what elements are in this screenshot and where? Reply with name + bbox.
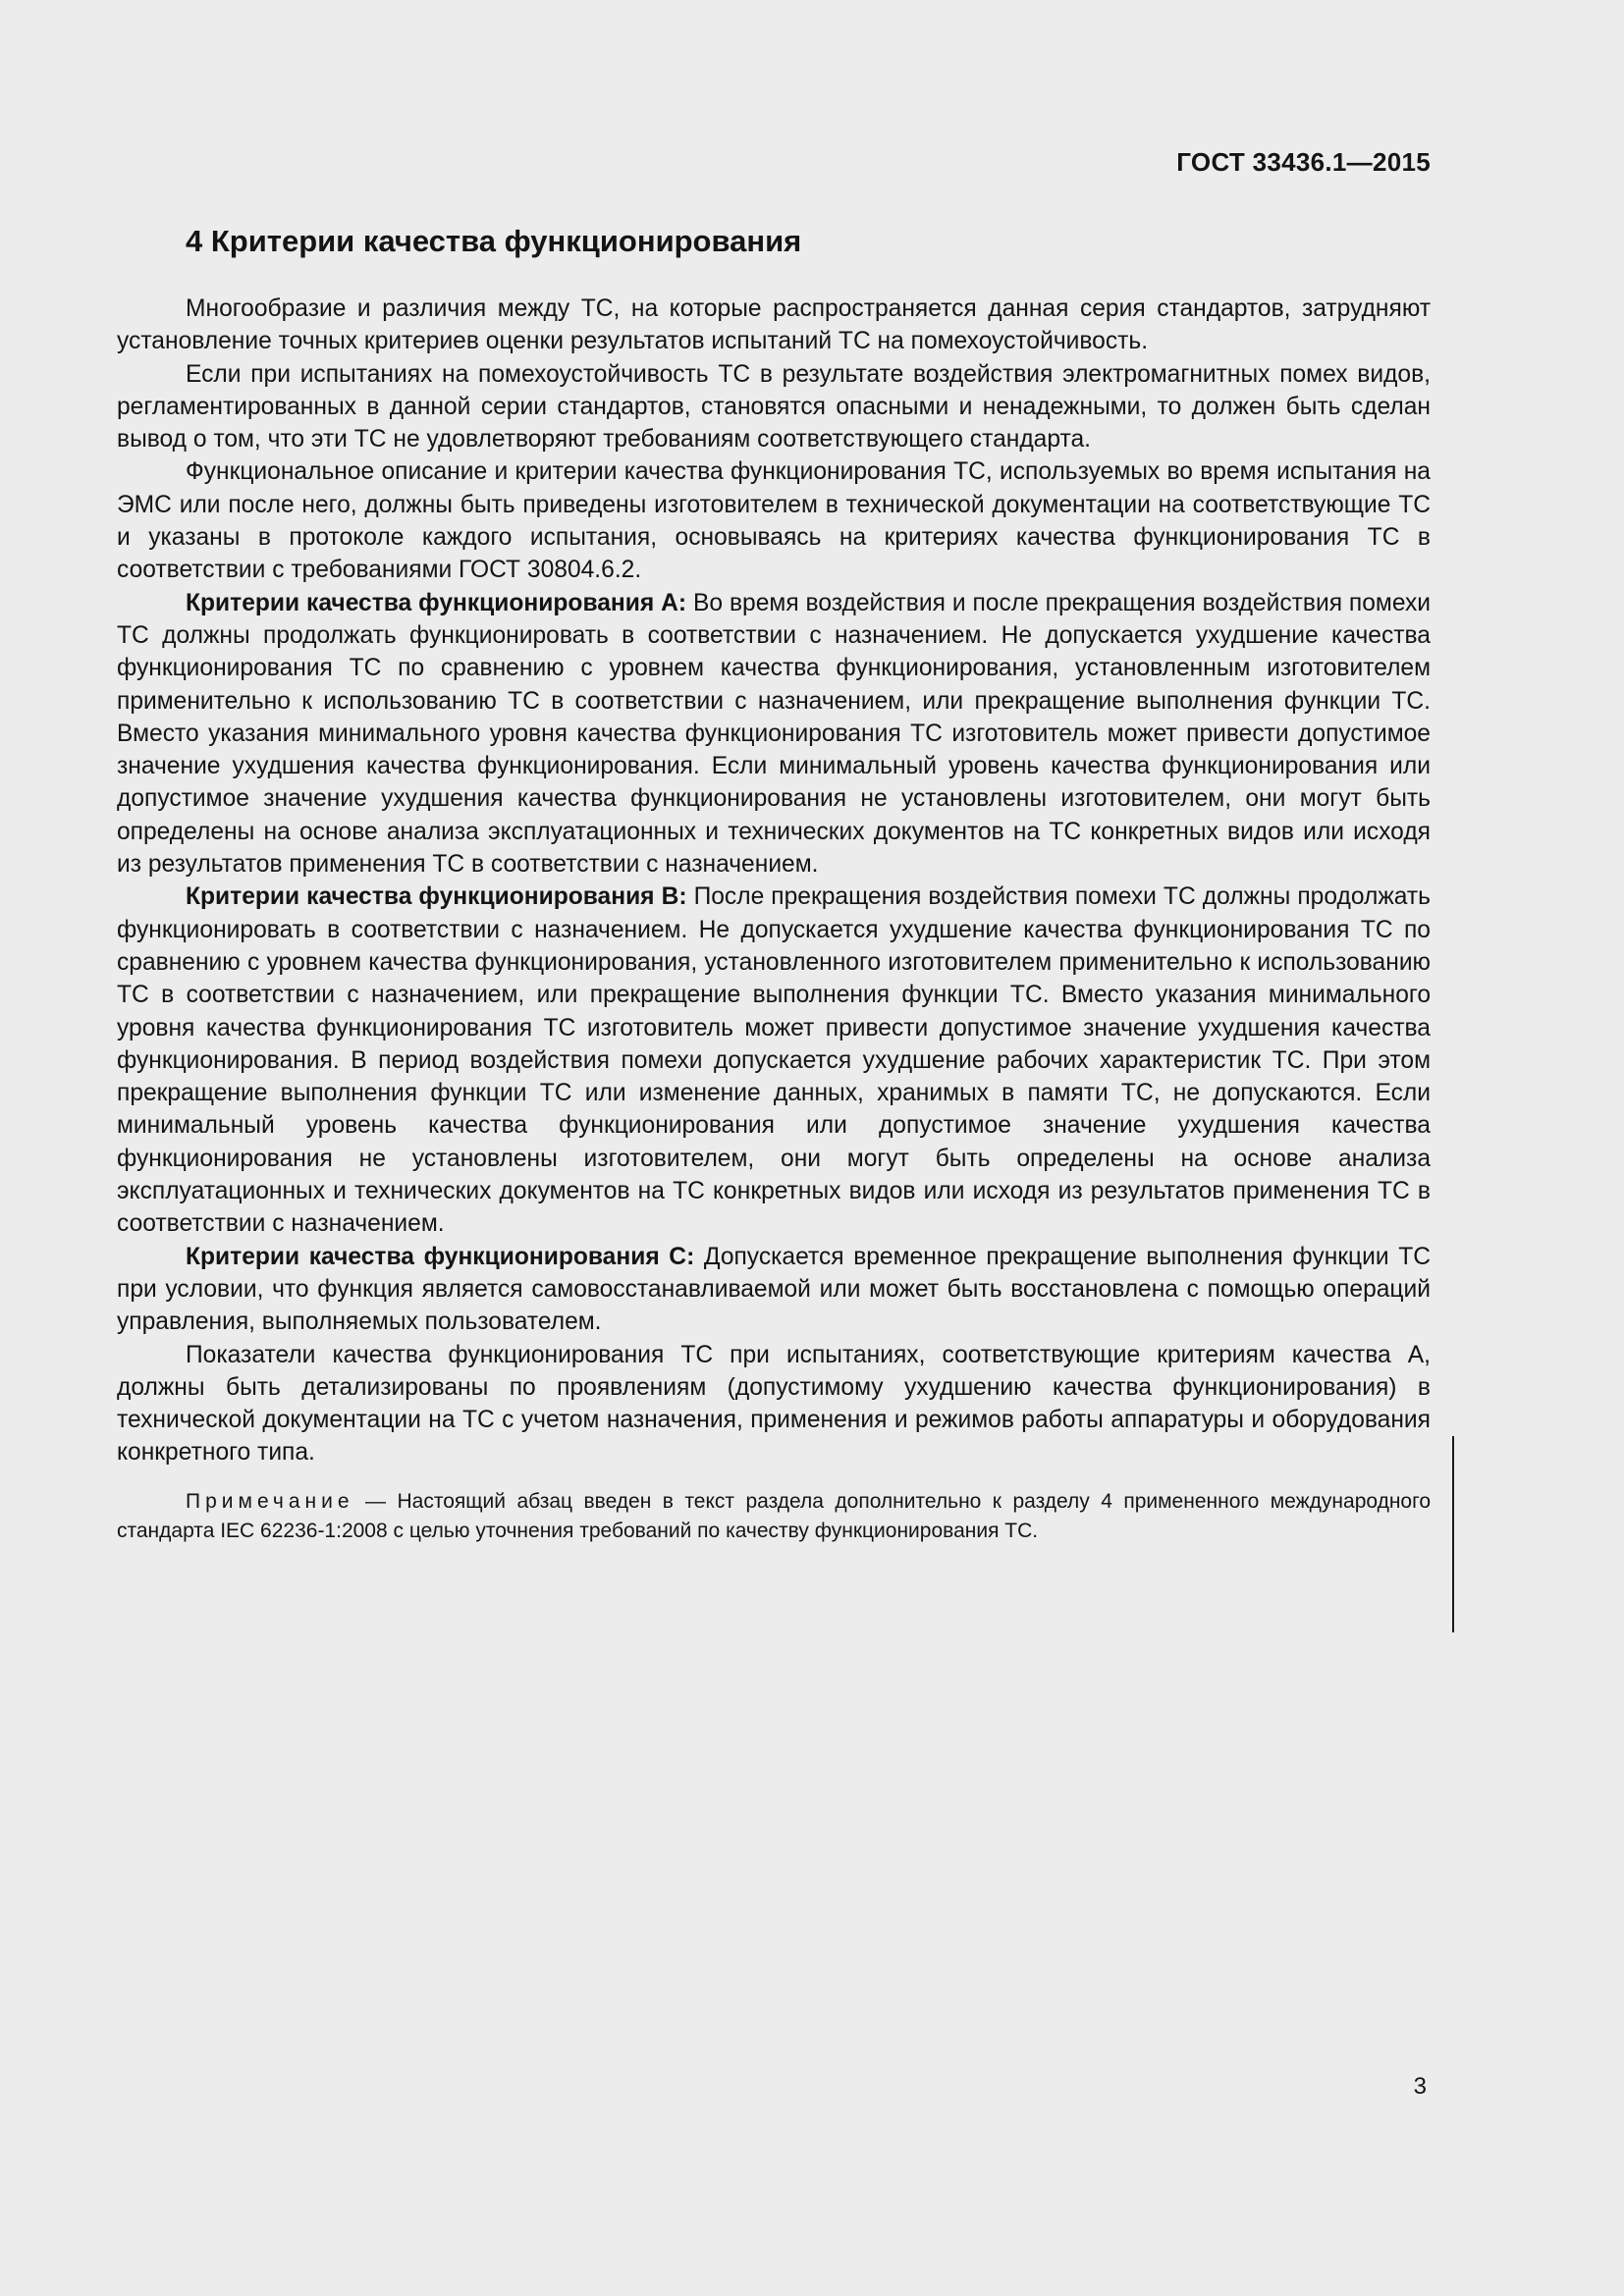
note-paragraph xyxy=(117,1487,1431,1546)
criterion-b-label: Критерии качества функционирования В: xyxy=(186,883,687,911)
criterion-c-text: Допускается временное прекращение выполнения функции ТС при условии, что функция является самовосстанавливаемой или может быть восстановлена с помощью операций управления, выполняемых пользователем. xyxy=(117,1243,1431,1336)
criterion-b-paragraph xyxy=(117,881,1431,1240)
note-text: — Настоящий абзац введен в текст раздела дополнительно к разделу 4 примененного международного стандарта IEC 62236-1:2008 с целью уточнения требований по качеству функционирования ТС. xyxy=(117,1489,1431,1542)
functional-description-paragraph: Функциональное описание и критерии качества функционирования ТС, используемых во время испытания на ЭМС или после него, должны быть приведены изготовителем в технической документации на соответствующие ТС и указаны в протоколе каждого испытания, основываясь на критериях качества функционирования ТС в соответствии с требованиями ГОСТ 30804.6.2. xyxy=(117,458,1431,584)
criterion-a-label: Критерии качества функционирования А: xyxy=(186,589,687,616)
criterion-a-text: Во время воздействия и после прекращения воздействия помехи ТС должны продолжать функционировать в соответствии с назначением. Не допускается ухудшение качества функционирования ТС по сравнению с уровнем качества функционирования, установленным изготовителем применительно к использованию ТС в соответствии с назначением, или прекращение выполнения функции ТС. Вместо указания минимального уровня качества функционирования ТС изготовитель может привести допустимое значение ухудшения качества функционирования. Если минимальный уровень качества функционирования или допустимое значение ухудшения качества функционирования не установлены изготовителем, они могут быть определены на основе анализа эксплуатационных и технических документов на ТС конкретных видов или исходя из результатов применения ТС в соответствии с назначением. xyxy=(117,589,1431,879)
criterion-a-paragraph xyxy=(117,587,1431,881)
indicators-paragraph: Показатели качества функционирования ТС при испытаниях, соответствующие критериям качества А, должны быть детализированы по проявлениям (допустимому ухудшению качества функционирования) в технической документации на ТС с учетом назначения, применения и режимов работы аппаратуры и оборудования конкретного типа. xyxy=(117,1341,1431,1467)
revision-change-bar xyxy=(1452,1436,1454,1632)
criterion-c-paragraph xyxy=(117,1241,1431,1339)
intro-paragraph: Многообразие и различия между ТС, на которые распространяется данная серия стандартов, затрудняют установление точных критериев оценки результатов испытаний ТС на помехоустойчивость. xyxy=(117,295,1431,355)
criterion-b-text: После прекращения воздействия помехи ТС должны продолжать функционировать в соответствии с назначением. Не допускается ухудшение качества функционирования ТС по сравнению с уровнем качества функционирования, установленного изготовителем применительно к использованию ТС в соответствии с назначением, или прекращение выполнения функции ТС. Вместо указания минимального уровня качества функционирования ТС изготовитель может привести допустимое значение ухудшения качества функционирования. В период воздействия помехи допускается ухудшение рабочих характеристик ТС. При этом прекращение выполнения функции ТС или изменение данных, хранимых в памяти ТС, не допускаются. Если минимальный уровень качества функционирования или допустимое значение ухудшения качества функционирования не установлены изготовителем, они могут быть определены на основе анализа эксплуатационных и технических документов на ТС конкретных видов или исходя из результатов применения ТС в соответствии с назначением. xyxy=(117,883,1431,1238)
section-content xyxy=(117,222,1431,1546)
standard-code-header: ГОСТ 33436.1—2015 xyxy=(1176,147,1431,177)
safety-paragraph: Если при испытаниях на помехоустойчивость ТС в результате воздействия электромагнитных помех видов, регламентированных в данной серии стандартов, становятся опасными и ненадежными, то должен быть сделан вывод о том, что эти ТС не удовлетворяют требованиям соответствующего стандарта. xyxy=(117,360,1431,454)
section-title: 4 Критерии качества функционирования xyxy=(186,224,802,258)
page-number: 3 xyxy=(1413,2073,1427,2100)
note-label: Примечание xyxy=(186,1489,354,1513)
criterion-c-label: Критерии качества функционирования С: xyxy=(186,1243,695,1270)
